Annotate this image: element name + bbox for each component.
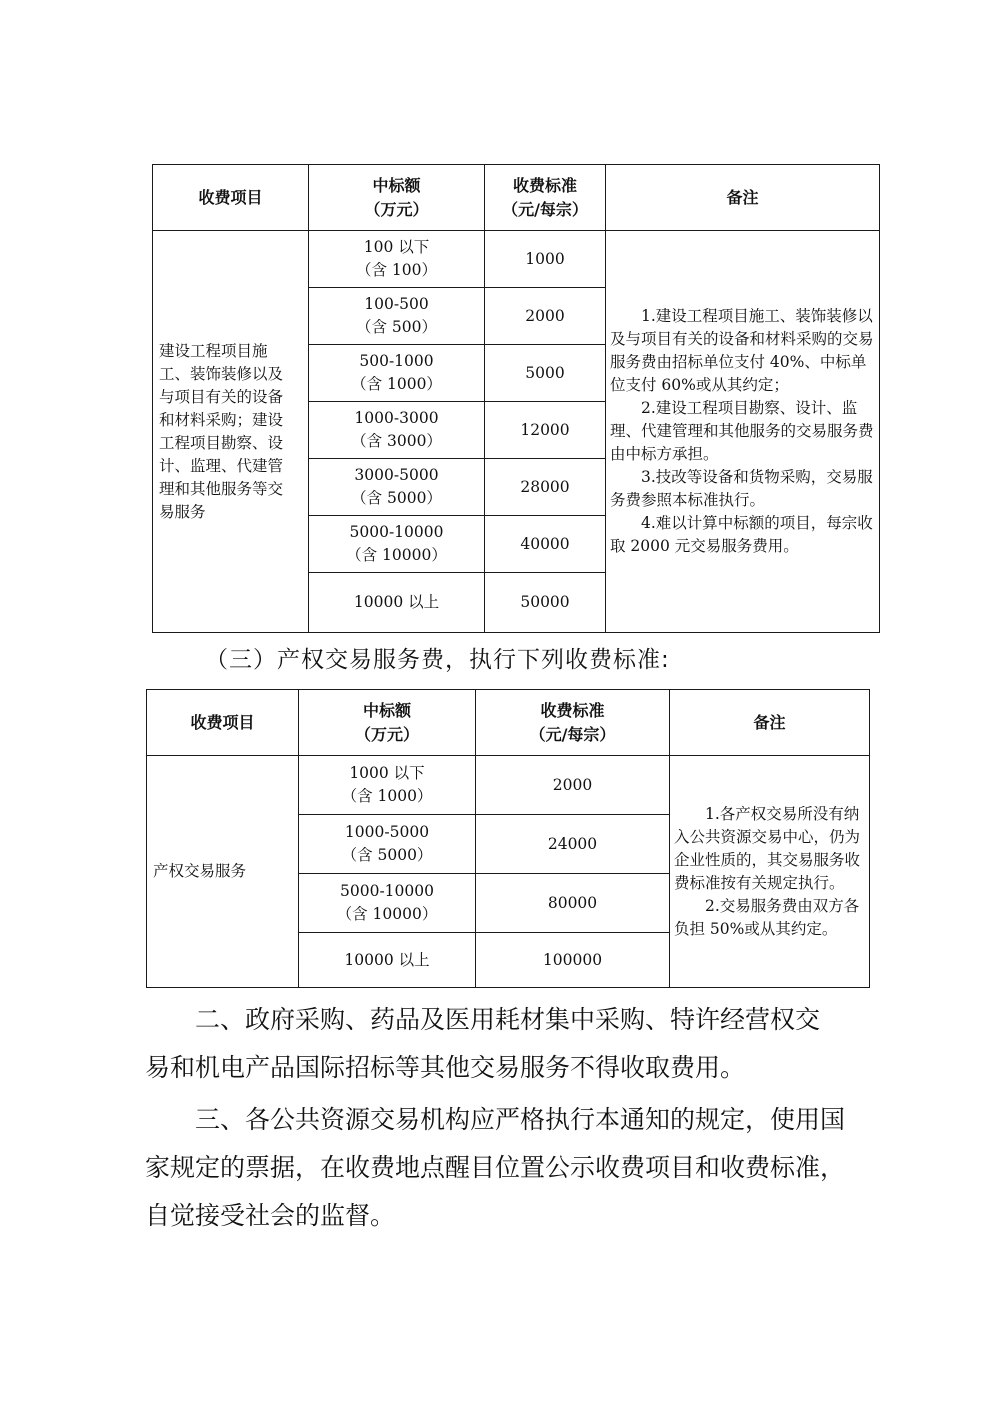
header-note: 备注	[606, 165, 880, 231]
section-heading: （三）产权交易服务费，执行下列收费标准:	[205, 647, 670, 673]
standard-cell: 2000	[476, 756, 670, 815]
amount-cell: 5000-10000 （含 10000）	[299, 874, 476, 933]
header-note: 备注	[670, 690, 870, 756]
standard-cell: 12000	[485, 402, 606, 459]
standard-cell: 100000	[476, 933, 670, 988]
header-amount: 中标额 （万元）	[309, 165, 485, 231]
amount-cell: 10000 以上	[299, 933, 476, 988]
standard-cell: 5000	[485, 345, 606, 402]
standard-cell: 24000	[476, 815, 670, 874]
header-item: 收费项目	[153, 165, 309, 231]
paragraph-two: 二、政府采购、药品及医用耗材集中采购、特许经营权交 易和机电产品国际招标等其他交易服务不得收取费用。	[145, 1005, 821, 1082]
header-standard: 收费标准 （元/每宗）	[485, 165, 606, 231]
property-rights-fee-table	[146, 689, 870, 988]
amount-cell: 100 以下 （含 100）	[309, 231, 485, 288]
amount-cell: 500-1000 （含 1000）	[309, 345, 485, 402]
table-row	[153, 231, 880, 288]
standard-cell: 1000	[485, 231, 606, 288]
amount-cell: 3000-5000 （含 5000）	[309, 459, 485, 516]
amount-cell: 100-500 （含 500）	[309, 288, 485, 345]
standard-cell: 40000	[485, 516, 606, 573]
standard-cell: 50000	[485, 573, 606, 633]
amount-cell: 1000-5000 （含 5000）	[299, 815, 476, 874]
standard-cell: 2000	[485, 288, 606, 345]
note-cell: 1.各产权交易所没有纳入公共资源交易中心，仍为企业性质的，其交易服务收费标准按有关规定执行。 2.交易服务费由双方各负担 50%或从其约定。	[670, 756, 870, 988]
standard-cell: 80000	[476, 874, 670, 933]
amount-cell: 1000-3000 （含 3000）	[309, 402, 485, 459]
header-standard: 收费标准 （元/每宗）	[476, 690, 670, 756]
table-header-row	[153, 165, 880, 231]
header-item: 收费项目	[147, 690, 299, 756]
table-row	[147, 756, 870, 815]
amount-cell: 1000 以下 （含 1000）	[299, 756, 476, 815]
note-cell: 1.建设工程项目施工、装饰装修以及与项目有关的设备和材料采购的交易服务费由招标单位支付 40%、中标单位支付 60%或从其约定； 2.建设工程项目勘察、设计、监理、代建管理和其他服务的交易服务费由中标方承担。 3.技改等设备和货物采购，交易服务费参照本标准执行。 4.难以计算中标额的项目，每宗收取 2000 元交易服务费用。	[606, 231, 880, 633]
fee-item-cell: 建设工程项目施 工、装饰装修以及 与项目有关的设备 和材料采购；建设 工程项目勘察、设 计、监理、代建管 理和其他服务等交 易服务	[153, 231, 309, 633]
paragraph-three: 三、各公共资源交易机构应严格执行本通知的规定，使用国 家规定的票据，在收费地点醒目位置公示收费项目和收费标准， 自觉接受社会的监督。	[145, 1105, 846, 1230]
construction-fee-table	[152, 164, 880, 633]
fee-item-cell: 产权交易服务	[147, 756, 299, 988]
standard-cell: 28000	[485, 459, 606, 516]
amount-cell: 10000 以上	[309, 573, 485, 633]
amount-cell: 5000-10000 （含 10000）	[309, 516, 485, 573]
table-header-row	[147, 690, 870, 756]
header-amount: 中标额 （万元）	[299, 690, 476, 756]
